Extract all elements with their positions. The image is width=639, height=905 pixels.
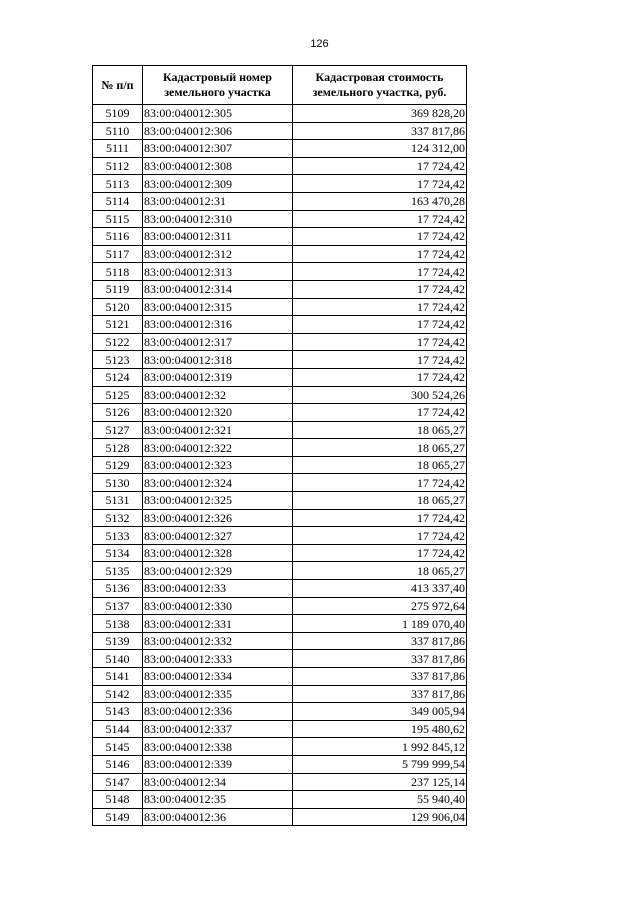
table-row bbox=[93, 597, 467, 615]
table-row bbox=[93, 456, 467, 474]
table-row bbox=[93, 263, 467, 281]
table-row bbox=[93, 386, 467, 404]
cadastral-number: 83:00:040012:318 bbox=[143, 351, 293, 369]
table-row bbox=[93, 333, 467, 351]
cadastral-number: 83:00:040012:321 bbox=[143, 421, 293, 439]
cadastral-number: 83:00:040012:326 bbox=[143, 509, 293, 527]
table-row bbox=[93, 755, 467, 773]
cadastral-number: 83:00:040012:306 bbox=[143, 122, 293, 140]
row-number: 5134 bbox=[93, 544, 143, 562]
cadastral-cost: 337 817,86 bbox=[293, 122, 467, 140]
cadastral-cost: 337 817,86 bbox=[293, 632, 467, 650]
cadastral-number: 83:00:040012:334 bbox=[143, 668, 293, 686]
table-row bbox=[93, 368, 467, 386]
table-row bbox=[93, 492, 467, 510]
cadastral-cost: 17 724,42 bbox=[293, 228, 467, 246]
table-row bbox=[93, 280, 467, 298]
table-row bbox=[93, 105, 467, 123]
cadastral-cost: 413 337,40 bbox=[293, 580, 467, 598]
cadastral-cost: 369 828,20 bbox=[293, 105, 467, 123]
table-row bbox=[93, 632, 467, 650]
row-number: 5124 bbox=[93, 368, 143, 386]
cadastral-cost: 17 724,42 bbox=[293, 263, 467, 281]
cadastral-cost: 17 724,42 bbox=[293, 527, 467, 545]
cadastral-cost: 17 724,42 bbox=[293, 298, 467, 316]
table-row bbox=[93, 509, 467, 527]
cadastral-cost: 17 724,42 bbox=[293, 175, 467, 193]
row-number: 5114 bbox=[93, 192, 143, 210]
cadastral-number: 83:00:040012:307 bbox=[143, 140, 293, 158]
table-row bbox=[93, 351, 467, 369]
table-row bbox=[93, 562, 467, 580]
row-number: 5137 bbox=[93, 597, 143, 615]
table-row bbox=[93, 421, 467, 439]
cadastral-cost: 17 724,42 bbox=[293, 210, 467, 228]
cadastral-cost: 237 125,14 bbox=[293, 773, 467, 791]
cadastral-number: 83:00:040012:324 bbox=[143, 474, 293, 492]
table-row bbox=[93, 650, 467, 668]
table-row bbox=[93, 439, 467, 457]
table-row bbox=[93, 668, 467, 686]
table-row bbox=[93, 157, 467, 175]
cadastral-number: 83:00:040012:338 bbox=[143, 738, 293, 756]
cadastral-cost: 18 065,27 bbox=[293, 456, 467, 474]
row-number: 5132 bbox=[93, 509, 143, 527]
cadastral-cost: 1 189 070,40 bbox=[293, 615, 467, 633]
cadastral-number: 83:00:040012:337 bbox=[143, 720, 293, 738]
cadastral-cost: 124 312,00 bbox=[293, 140, 467, 158]
cadastral-cost: 17 724,42 bbox=[293, 404, 467, 422]
row-number: 5126 bbox=[93, 404, 143, 422]
table-row bbox=[93, 685, 467, 703]
table-row bbox=[93, 580, 467, 598]
header-cadastral-cost: Кадастровая стоимость земельного участка, руб. bbox=[293, 66, 467, 105]
header-cadastral-number: Кадастровый номер земельного участка bbox=[143, 66, 293, 105]
table-row bbox=[93, 720, 467, 738]
cadastral-cost: 275 972,64 bbox=[293, 597, 467, 615]
cadastral-cost: 18 065,27 bbox=[293, 439, 467, 457]
cadastral-number: 83:00:040012:36 bbox=[143, 808, 293, 826]
row-number: 5141 bbox=[93, 668, 143, 686]
table-row bbox=[93, 527, 467, 545]
row-number: 5116 bbox=[93, 228, 143, 246]
cadastral-table bbox=[92, 65, 467, 826]
cadastral-cost: 17 724,42 bbox=[293, 474, 467, 492]
cadastral-cost: 17 724,42 bbox=[293, 245, 467, 263]
cadastral-number: 83:00:040012:331 bbox=[143, 615, 293, 633]
table-row bbox=[93, 228, 467, 246]
row-number: 5147 bbox=[93, 773, 143, 791]
cadastral-number: 83:00:040012:314 bbox=[143, 280, 293, 298]
row-number: 5109 bbox=[93, 105, 143, 123]
row-number: 5149 bbox=[93, 808, 143, 826]
cadastral-number: 83:00:040012:305 bbox=[143, 105, 293, 123]
cadastral-number: 83:00:040012:309 bbox=[143, 175, 293, 193]
cadastral-cost: 129 906,04 bbox=[293, 808, 467, 826]
cadastral-cost: 17 724,42 bbox=[293, 351, 467, 369]
table-row bbox=[93, 192, 467, 210]
cadastral-number: 83:00:040012:322 bbox=[143, 439, 293, 457]
cadastral-number: 83:00:040012:313 bbox=[143, 263, 293, 281]
cadastral-number: 83:00:040012:327 bbox=[143, 527, 293, 545]
cadastral-cost: 337 817,86 bbox=[293, 650, 467, 668]
table-row bbox=[93, 210, 467, 228]
cadastral-number: 83:00:040012:317 bbox=[143, 333, 293, 351]
row-number: 5131 bbox=[93, 492, 143, 510]
cadastral-number: 83:00:040012:329 bbox=[143, 562, 293, 580]
table-row bbox=[93, 404, 467, 422]
table-row bbox=[93, 316, 467, 334]
cadastral-cost: 337 817,86 bbox=[293, 668, 467, 686]
cadastral-cost: 18 065,27 bbox=[293, 421, 467, 439]
row-number: 5119 bbox=[93, 280, 143, 298]
cadastral-number: 83:00:040012:328 bbox=[143, 544, 293, 562]
cadastral-number: 83:00:040012:325 bbox=[143, 492, 293, 510]
table-row bbox=[93, 791, 467, 809]
cadastral-number: 83:00:040012:332 bbox=[143, 632, 293, 650]
cadastral-number: 83:00:040012:319 bbox=[143, 368, 293, 386]
cadastral-number: 83:00:040012:315 bbox=[143, 298, 293, 316]
cadastral-number: 83:00:040012:33 bbox=[143, 580, 293, 598]
table-row bbox=[93, 544, 467, 562]
row-number: 5128 bbox=[93, 439, 143, 457]
cadastral-cost: 1 992 845,12 bbox=[293, 738, 467, 756]
table-row bbox=[93, 474, 467, 492]
row-number: 5123 bbox=[93, 351, 143, 369]
cadastral-cost: 55 940,40 bbox=[293, 791, 467, 809]
table-body bbox=[93, 105, 467, 826]
table-row bbox=[93, 140, 467, 158]
table-header-row bbox=[93, 66, 467, 105]
table-row bbox=[93, 245, 467, 263]
cadastral-number: 83:00:040012:336 bbox=[143, 703, 293, 721]
row-number: 5130 bbox=[93, 474, 143, 492]
cadastral-number: 83:00:040012:35 bbox=[143, 791, 293, 809]
cadastral-cost: 163 470,28 bbox=[293, 192, 467, 210]
cadastral-cost: 349 005,94 bbox=[293, 703, 467, 721]
row-number: 5144 bbox=[93, 720, 143, 738]
table-row bbox=[93, 298, 467, 316]
cadastral-cost: 18 065,27 bbox=[293, 492, 467, 510]
row-number: 5140 bbox=[93, 650, 143, 668]
row-number: 5135 bbox=[93, 562, 143, 580]
table-row bbox=[93, 175, 467, 193]
cadastral-number: 83:00:040012:31 bbox=[143, 192, 293, 210]
table-row bbox=[93, 808, 467, 826]
cadastral-cost: 17 724,42 bbox=[293, 368, 467, 386]
row-number: 5127 bbox=[93, 421, 143, 439]
row-number: 5113 bbox=[93, 175, 143, 193]
row-number: 5136 bbox=[93, 580, 143, 598]
row-number: 5145 bbox=[93, 738, 143, 756]
row-number: 5133 bbox=[93, 527, 143, 545]
cadastral-number: 83:00:040012:32 bbox=[143, 386, 293, 404]
cadastral-number: 83:00:040012:335 bbox=[143, 685, 293, 703]
row-number: 5138 bbox=[93, 615, 143, 633]
cadastral-number: 83:00:040012:310 bbox=[143, 210, 293, 228]
row-number: 5117 bbox=[93, 245, 143, 263]
row-number: 5146 bbox=[93, 755, 143, 773]
cadastral-cost: 195 480,62 bbox=[293, 720, 467, 738]
cadastral-cost: 300 524,26 bbox=[293, 386, 467, 404]
row-number: 5115 bbox=[93, 210, 143, 228]
row-number: 5118 bbox=[93, 263, 143, 281]
cadastral-number: 83:00:040012:312 bbox=[143, 245, 293, 263]
cadastral-cost: 17 724,42 bbox=[293, 157, 467, 175]
cadastral-number: 83:00:040012:316 bbox=[143, 316, 293, 334]
table-row bbox=[93, 122, 467, 140]
cadastral-number: 83:00:040012:323 bbox=[143, 456, 293, 474]
table-row bbox=[93, 738, 467, 756]
cadastral-number: 83:00:040012:308 bbox=[143, 157, 293, 175]
row-number: 5120 bbox=[93, 298, 143, 316]
cadastral-cost: 17 724,42 bbox=[293, 333, 467, 351]
cadastral-cost: 17 724,42 bbox=[293, 280, 467, 298]
row-number: 5148 bbox=[93, 791, 143, 809]
cadastral-number: 83:00:040012:333 bbox=[143, 650, 293, 668]
cadastral-number: 83:00:040012:34 bbox=[143, 773, 293, 791]
cadastral-cost: 17 724,42 bbox=[293, 544, 467, 562]
cadastral-number: 83:00:040012:320 bbox=[143, 404, 293, 422]
cadastral-cost: 17 724,42 bbox=[293, 509, 467, 527]
row-number: 5111 bbox=[93, 140, 143, 158]
row-number: 5125 bbox=[93, 386, 143, 404]
cadastral-cost: 17 724,42 bbox=[293, 316, 467, 334]
page-number: 126 bbox=[310, 38, 329, 50]
cadastral-number: 83:00:040012:339 bbox=[143, 755, 293, 773]
cadastral-cost: 337 817,86 bbox=[293, 685, 467, 703]
row-number: 5122 bbox=[93, 333, 143, 351]
row-number: 5143 bbox=[93, 703, 143, 721]
row-number: 5129 bbox=[93, 456, 143, 474]
row-number: 5110 bbox=[93, 122, 143, 140]
row-number: 5112 bbox=[93, 157, 143, 175]
row-number: 5121 bbox=[93, 316, 143, 334]
cadastral-number: 83:00:040012:311 bbox=[143, 228, 293, 246]
cadastral-cost: 18 065,27 bbox=[293, 562, 467, 580]
row-number: 5139 bbox=[93, 632, 143, 650]
cadastral-number: 83:00:040012:330 bbox=[143, 597, 293, 615]
table-row bbox=[93, 703, 467, 721]
table-row bbox=[93, 615, 467, 633]
table-row bbox=[93, 773, 467, 791]
cadastral-cost: 5 799 999,54 bbox=[293, 755, 467, 773]
header-num: № п/п bbox=[93, 66, 143, 105]
row-number: 5142 bbox=[93, 685, 143, 703]
